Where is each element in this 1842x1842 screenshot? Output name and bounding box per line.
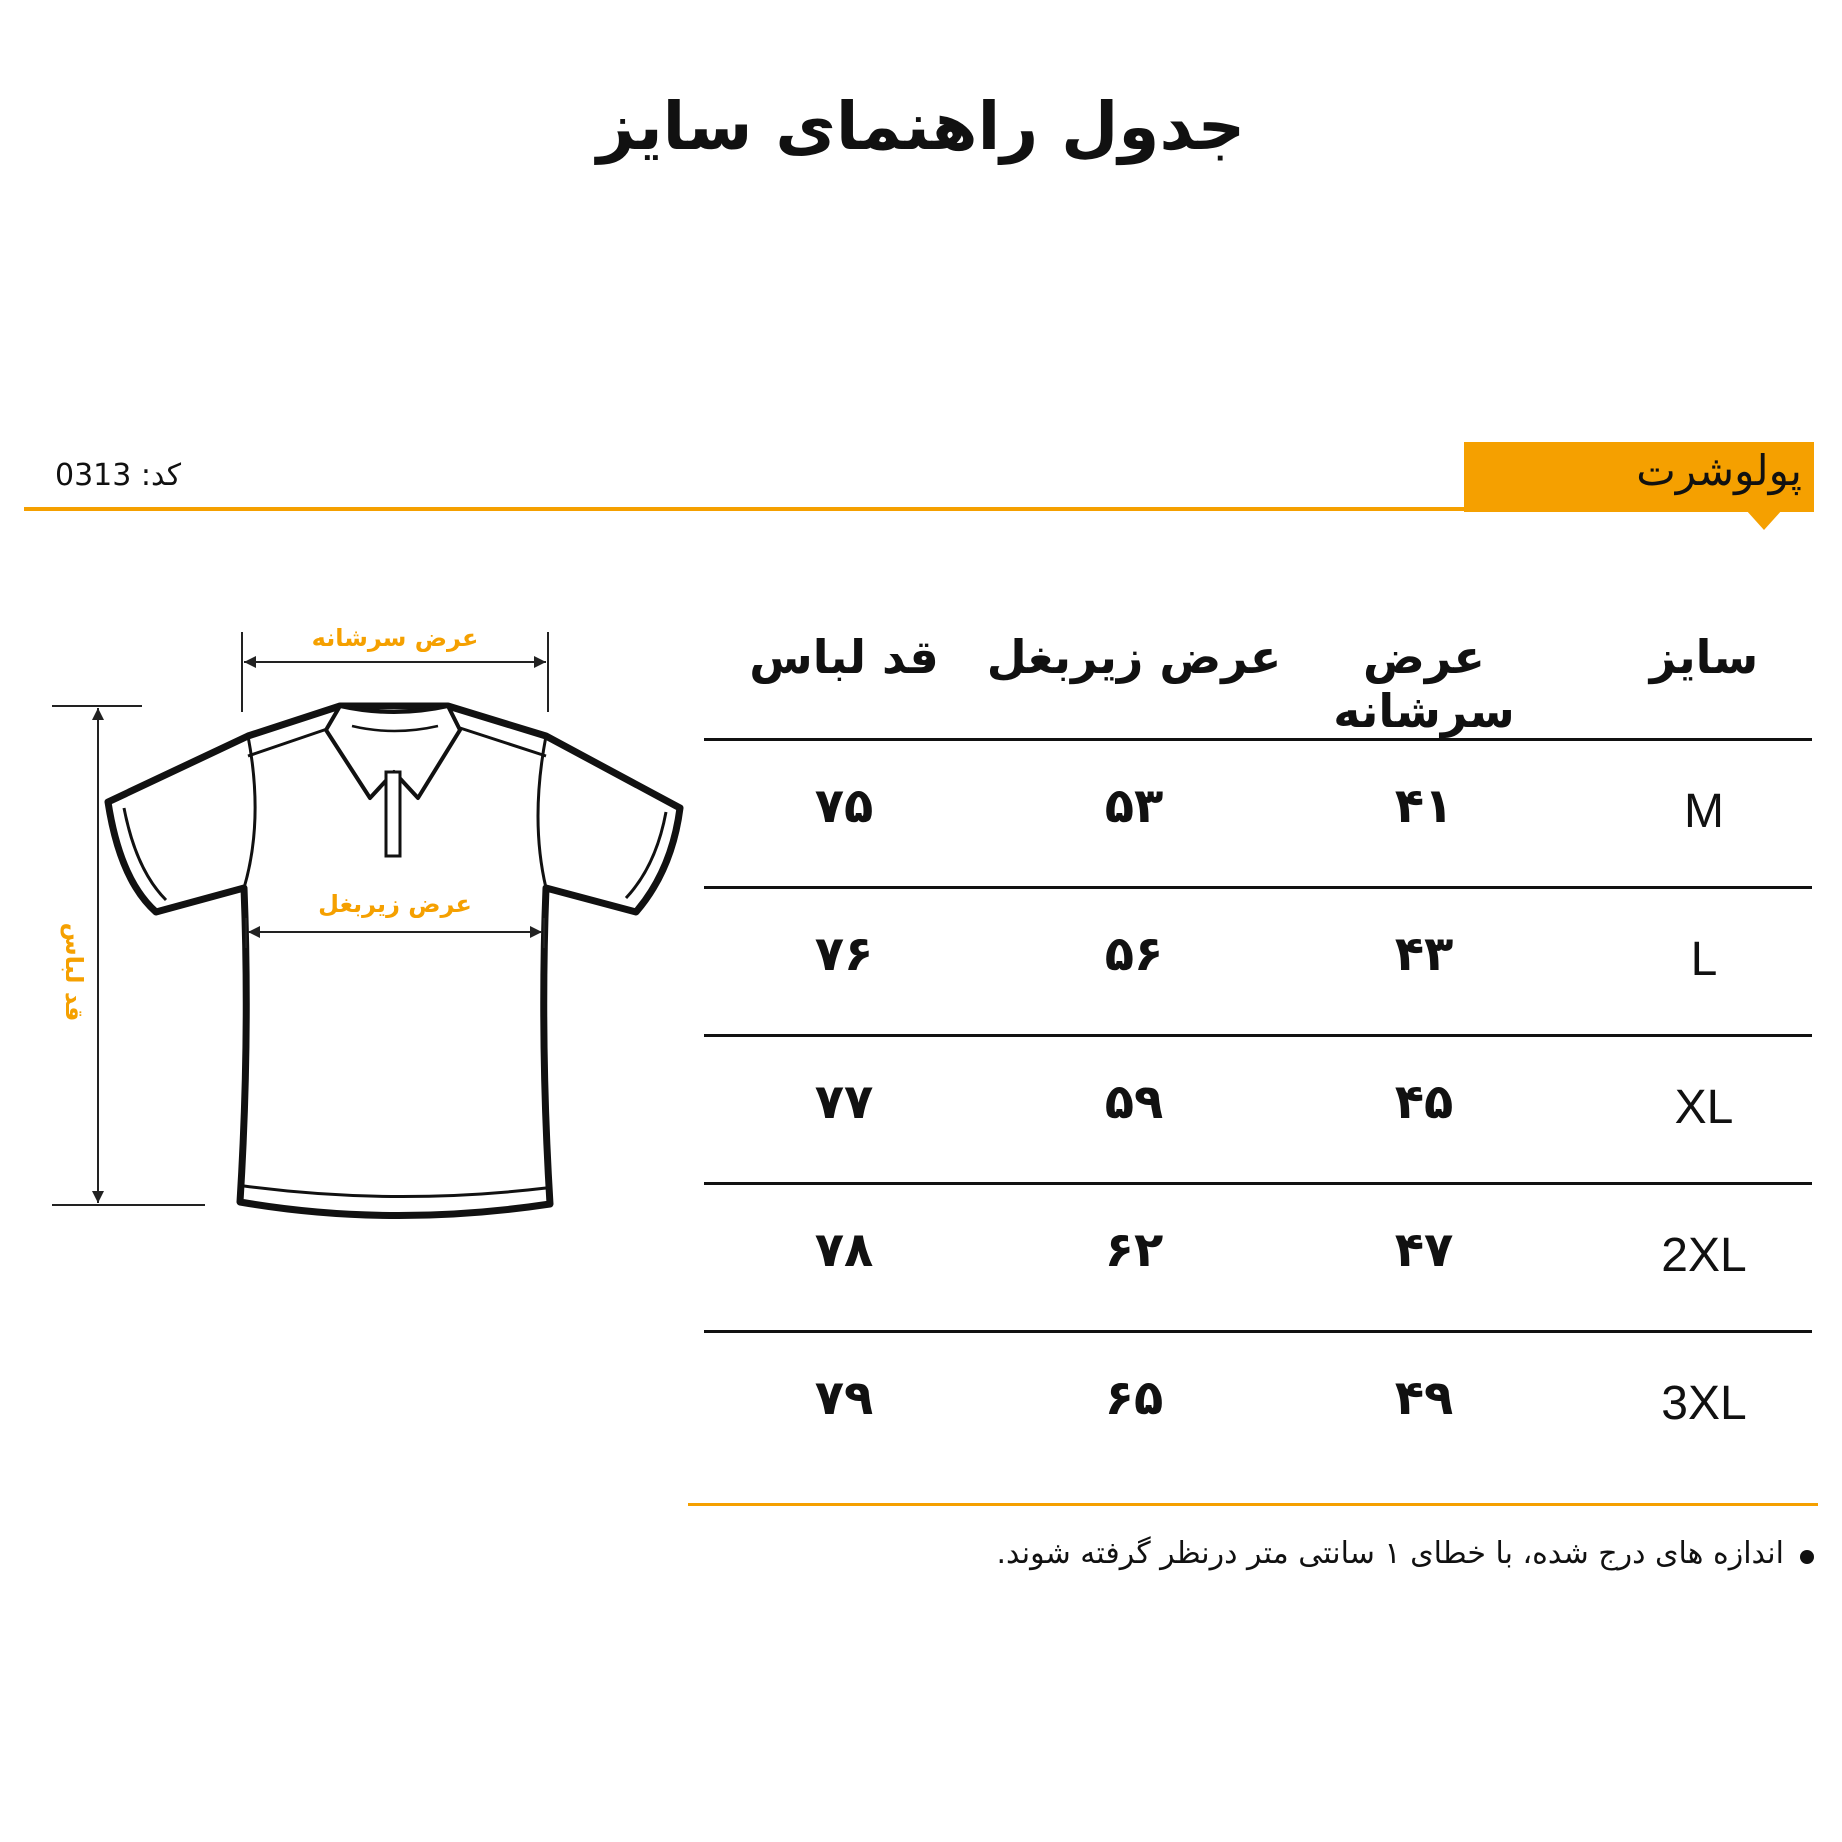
bullet-icon: [1800, 1550, 1814, 1564]
table-cell-size: M: [1684, 785, 1724, 838]
table-cell-shoulder: ۴۱: [1394, 778, 1454, 834]
page-title: جدول راهنمای سایز: [596, 88, 1246, 165]
row-divider: [704, 1330, 1812, 1333]
product-tab-notch: [1746, 510, 1782, 530]
table-cell-shoulder: ۴۵: [1394, 1074, 1454, 1130]
footer-divider: [688, 1503, 1818, 1506]
row-divider: [704, 1182, 1812, 1185]
table-cell-size: 3XL: [1661, 1377, 1747, 1430]
product-name: پولوشرت: [1636, 446, 1802, 495]
row-divider: [704, 738, 1812, 741]
header-shoulder: عرض سرشانه: [1333, 630, 1515, 738]
table-cell-shoulder: ۴۷: [1394, 1222, 1454, 1278]
table-cell-chest: ۵۹: [1104, 1074, 1164, 1130]
table-cell-chest: ۵۶: [1104, 926, 1164, 982]
table-cell-size: L: [1690, 933, 1718, 986]
table-cell-size: 2XL: [1661, 1229, 1747, 1282]
table-cell-length: ۷۷: [814, 1074, 874, 1130]
table-cell-chest: ۶۲: [1104, 1222, 1164, 1278]
chest-label: عرض زیربغل: [318, 890, 472, 918]
table-cell-length: ۷۹: [814, 1370, 874, 1426]
header-length: قد لباس: [749, 630, 939, 684]
table-cell-length: ۷۸: [814, 1222, 874, 1278]
shirt-diagram: [0, 600, 700, 1260]
row-divider: [704, 1034, 1812, 1037]
table-cell-shoulder: ۴۹: [1394, 1370, 1454, 1426]
header-size: سایز: [1649, 630, 1759, 684]
product-code: کد: 0313: [55, 458, 182, 493]
placket: [386, 772, 400, 856]
table-cell-size: XL: [1674, 1081, 1734, 1134]
length-label: قد لباس: [60, 922, 88, 1022]
table-cell-shoulder: ۴۳: [1394, 926, 1454, 982]
row-divider: [704, 886, 1812, 889]
footnote: اندازه های درج شده، با خطای ۱ سانتی متر درنظر گرفته شوند.: [996, 1536, 1784, 1571]
table-cell-chest: ۵۳: [1104, 778, 1164, 834]
header-chest: عرض زیربغل: [986, 630, 1282, 684]
header-divider: [24, 507, 1814, 511]
table-cell-chest: ۶۵: [1104, 1370, 1164, 1426]
table-cell-length: ۷۶: [814, 926, 874, 982]
shoulder-label: عرض سرشانه: [311, 624, 479, 652]
table-cell-length: ۷۵: [814, 778, 874, 834]
